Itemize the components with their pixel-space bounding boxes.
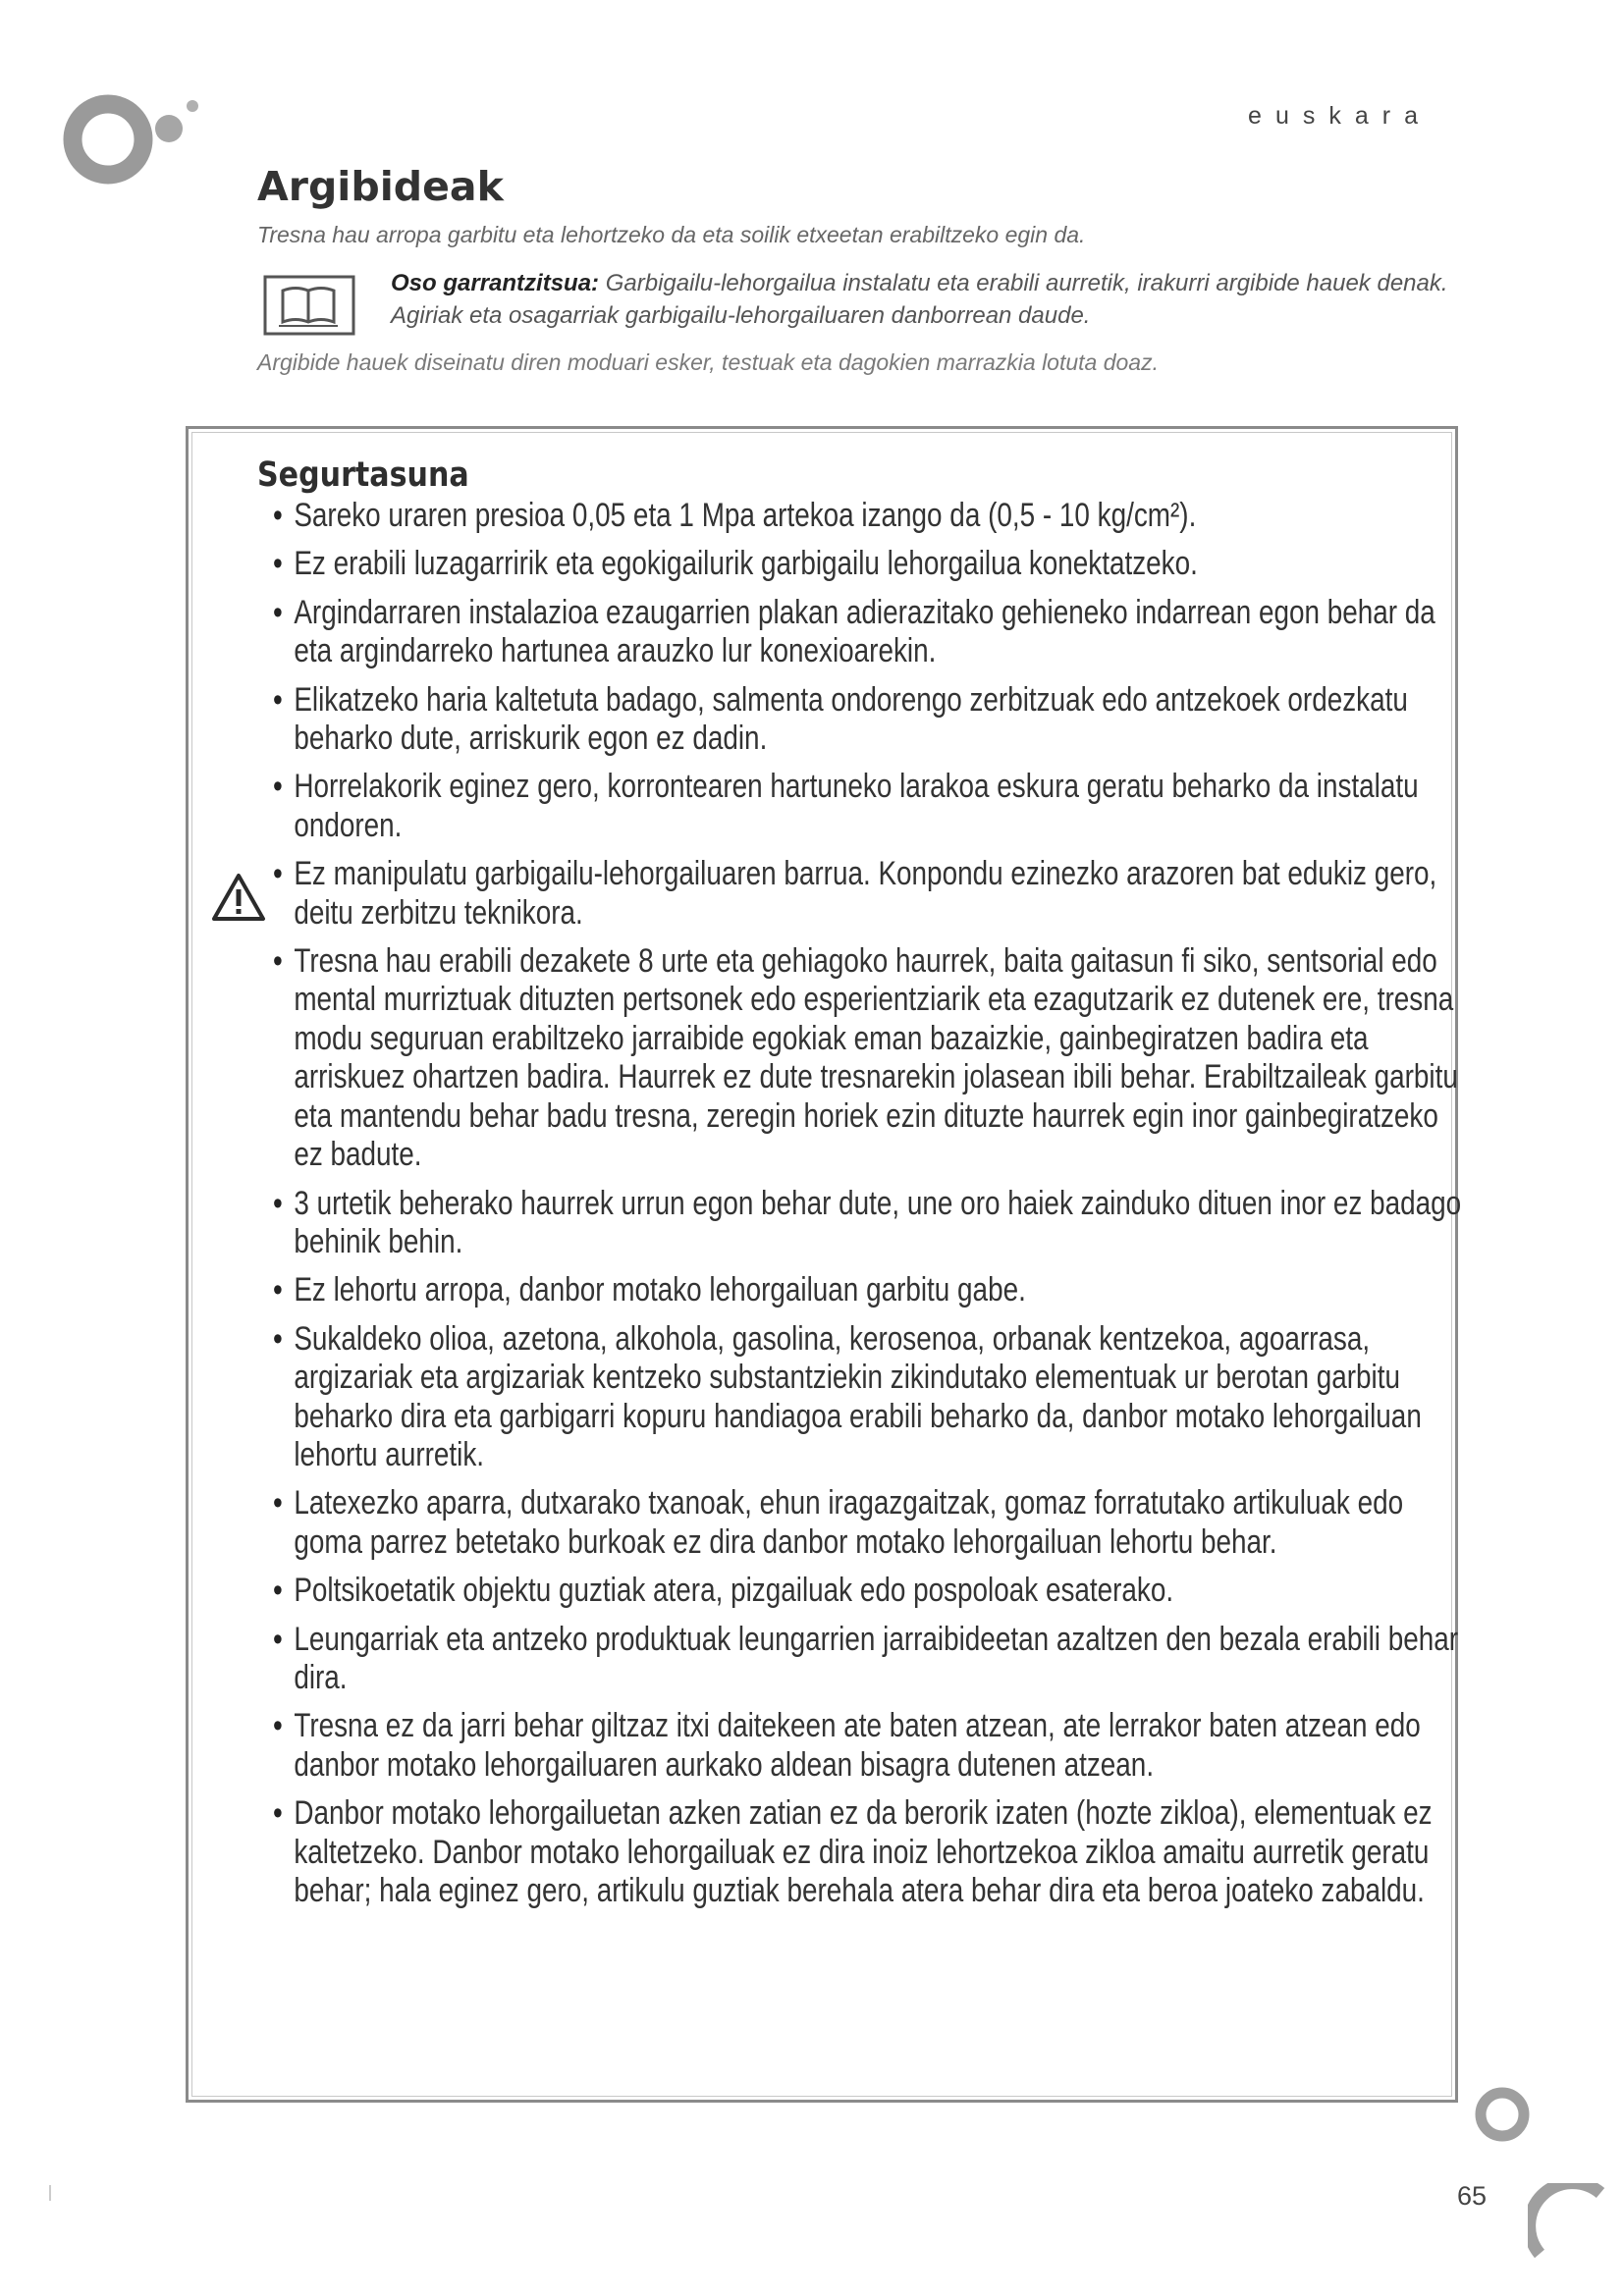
language-label: euskara <box>1248 102 1432 130</box>
list-item: • Ez erabili luzagarririk eta egokigailurik garbigailu lehorgailua konektatzeko. <box>273 545 1461 583</box>
brand-logo-icon <box>59 88 206 196</box>
margin-mark <box>49 2185 51 2201</box>
list-item: • Tresna ez da jarri behar giltzaz itxi daitekeen ate baten atzean, ate lerrakor baten atzean edo danbor motako lehorgailuaren aurkako aldean bisagra dutenen atzean. <box>273 1707 1461 1785</box>
safety-list <box>273 497 1481 1920</box>
important-notice <box>391 267 1451 332</box>
warning-triangle-icon <box>210 872 267 923</box>
list-item: • Ez lehortu arropa, danbor motako lehorgailuan garbitu gabe. <box>273 1271 1461 1309</box>
list-item: • Ez manipulatu garbigailu-lehorgailuaren barrua. Konpondu ezinezko arazoren bat edukiz gero, deitu zerbitzu teknikora. <box>273 855 1461 933</box>
list-item: • Poltsikoetatik objektu guztiak atera, pizgailuak edo pospoloak esaterako. <box>273 1572 1461 1610</box>
page-subtitle: Tresna hau arropa garbitu eta lehortzeko da eta soilik etxeetan erabiltzeko egin da. <box>257 222 1086 247</box>
list-item: • 3 urtetik beherako haurrek urrun egon behar dute, une oro haiek zainduko dituen inor ez badago behinik behin. <box>273 1185 1461 1262</box>
list-item: • Sareko uraren presioa 0,05 eta 1 Mpa artekoa izango da (0,5 - 10 kg/cm²). <box>273 497 1461 535</box>
layout-note: Argibide hauek diseinatu diren moduari esker, testuak eta dagokien marrazkia lotuta doaz. <box>257 349 1159 375</box>
important-text: Garbigailu-lehorgailua instalatu eta erabili aurretik, irakurri argibide hauek denak. Agiriak eta osagarriak garbigailu-lehorgailuaren danborrean daude. <box>391 270 1448 329</box>
page-title: Argibideak <box>257 163 504 210</box>
list-item: • Sukaldeko olioa, azetona, alkohola, gasolina, kerosenoa, orbanak kentzekoa, agoarrasa, argizariak eta argizariak kentzeko substantziekin zikindutako elementuak ur berotan garbitu beharko dira eta garbigarri kopuru handiagoa erabili beharko da, danbor motako lehorgailuan lehortu aurretik. <box>273 1320 1461 1475</box>
important-label: Oso garrantzitsua: <box>391 270 600 296</box>
safety-title: Segurtasuna <box>257 455 469 495</box>
list-item: • Argindarraren instalazioa ezaugarrien plakan adierazitako gehieneko indarrean egon behar da eta argindarreko hartunea arauzko lur konexioarekin. <box>273 594 1461 671</box>
list-item: • Horrelakorik eginez gero, korrontearen hartuneko larakoa eskura geratu beharko da instalatu ondoren. <box>273 768 1461 845</box>
list-item: • Leungarriak eta antzeko produktuak leungarrien jarraibideetan azaltzen den bezala erabili behar dira. <box>273 1621 1461 1698</box>
list-item: • Danbor motako lehorgailuetan azken zatian ez da berorik izaten (hozte zikloa), elementuak ez kaltetzeko. Danbor motako lehorgailuak ez dira inoiz lehortzekoa zikloa amaitu aurretik geratu behar; hala eginez gero, artikulu guztiak berehala atera behar dira eta beroa joateko zabaldu. <box>273 1794 1461 1910</box>
list-item: • Tresna hau erabili dezakete 8 urte eta gehiagoko haurrek, baita gaitasun fi siko, sentsorial edo mental murriztuak dituzten pertsonek edo esperientziarik eta ezagutzarik ez dutenek ere, tresna modu seguruan erabiltzeko jarraibide egokiak eman bazaizkie, gainbegiratzen badira eta arriskuez ohartzen badira. Haurrek ez dute tresnarekin jolasean ibili behar. Erabiltzaileak garbitu eta mantendu behar badu tresna, zeregin horiek ezin dituzte haurrek egin inor gainbegiratzeko ez badute. <box>273 942 1461 1174</box>
decorative-arc-icon <box>1528 2183 1606 2262</box>
list-item: • Latexezko aparra, dutxarako txanoak, ehun iragazgaitzak, gomaz forratutako artikuluak edo goma parrez betetako burkoak ez dira danbor motako lehorgailuan lehortu behar. <box>273 1484 1461 1562</box>
list-item: • Elikatzeko haria kaltetuta badago, salmenta ondorengo zerbitzuak edo antzekoek ordezkatu beharko dute, arriskurik egon ez dadin. <box>273 681 1461 759</box>
decorative-ring-icon <box>1473 2085 1532 2144</box>
page-number: 65 <box>1457 2181 1488 2211</box>
book-icon <box>263 275 355 336</box>
